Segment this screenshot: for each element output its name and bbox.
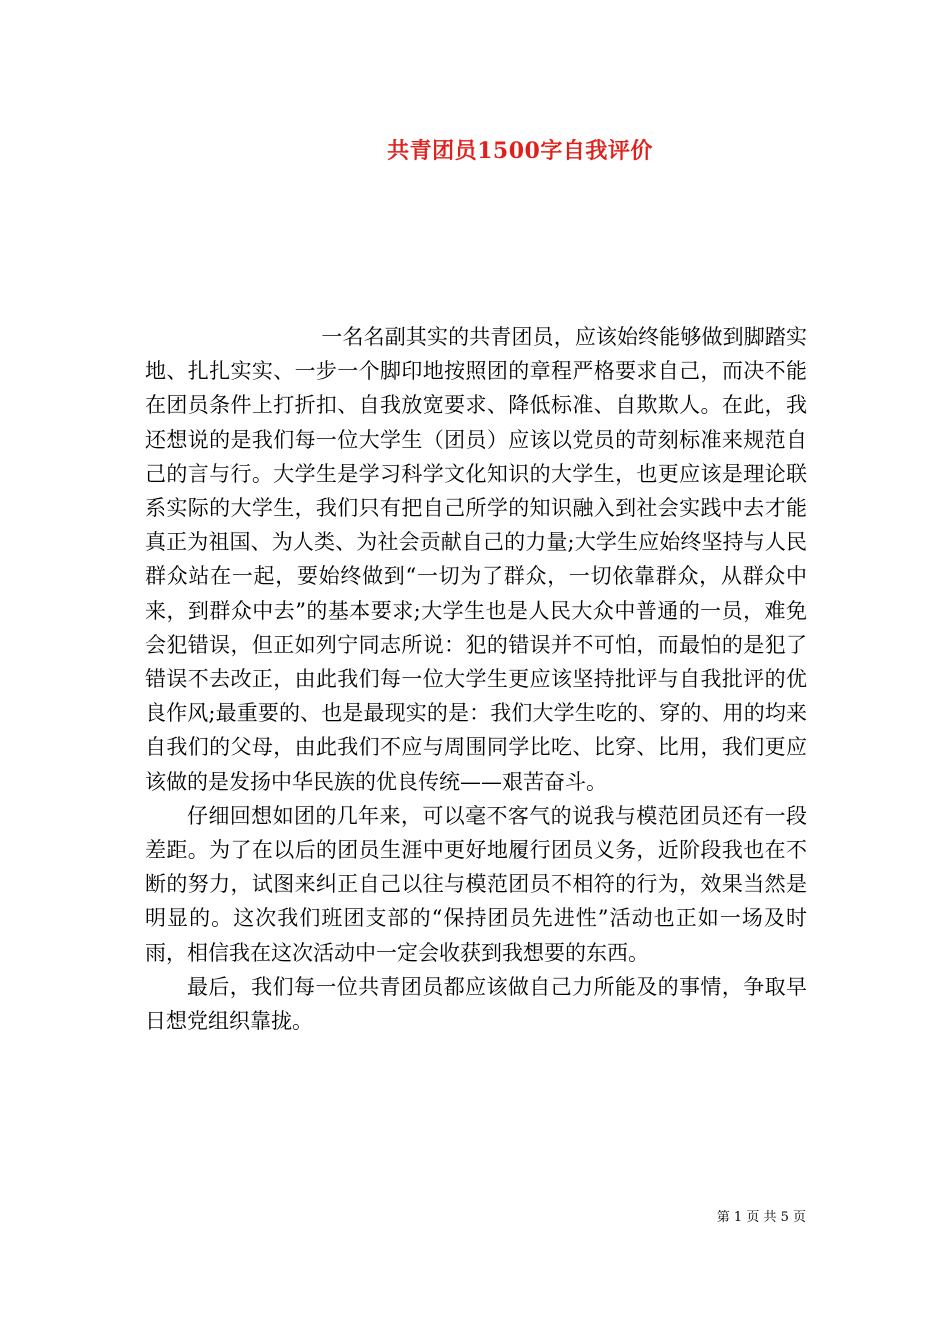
page-number-footer: 第 1 页 共 5 页 xyxy=(716,1210,806,1225)
paragraph-3: 最后，我们每一位共青团员都应该做自己力所能及的事情，争取早日想党组织靠拢。 xyxy=(145,974,807,1034)
paragraph-1: 一名名副其实的共青团员，应该始终能够做到脚踏实地、扎扎实实、一步一个脚印地按照团的章程严格要求自己，而决不能在团员条件上打折扣、自我放宽要求、降低标准、自欺欺人。在此，我还想说的是我们每一位大学生（团员）应该以党员的苛刻标准来规范自己的言与行。大学生是学习科学文化知识的大学生，也更应该是理论联系实际的大学生，我们只有把自己所学的知识融入到社会实践中去才能真正为祖国、为人类、为社会贡献自己的力量;大学生应始终坚持与人民群众站在一起，要始终做到“一切为了群众，一切依靠群众，从群众中来，到群众中去”的基本要求;大学生也是人民大众中普通的一员，难免会犯错误，但正如列宁同志所说：犯的错误并不可怕，而最怕的是犯了错误不去改正，由此我们每一位大学生更应该坚持批评与自我批评的优良作风;最重要的、也是最现实的是：我们大学生吃的、穿的、用的均来自我们的父母，由此我们不应与周围同学比吃、比穿、比用，我们更应该做的是发扬中华民族的优良传统——艰苦奋斗。 xyxy=(145,325,807,794)
document-body xyxy=(145,320,807,1038)
document-title: 共青团员1500字自我评价 xyxy=(387,138,653,164)
paragraph-2: 仔细回想如团的几年来，可以毫不客气的说我与模范团员还有一段差距。为了在以后的团员生涯中更好地履行团员义务，近阶段我也在不断的努力，试图来纠正自己以往与模范团员不相符的行为，效果当然是明显的。这次我们班团支部的“保持团员先进性”活动也正如一场及时雨，相信我在这次活动中一定会收获到我想要的东西。 xyxy=(145,803,807,965)
